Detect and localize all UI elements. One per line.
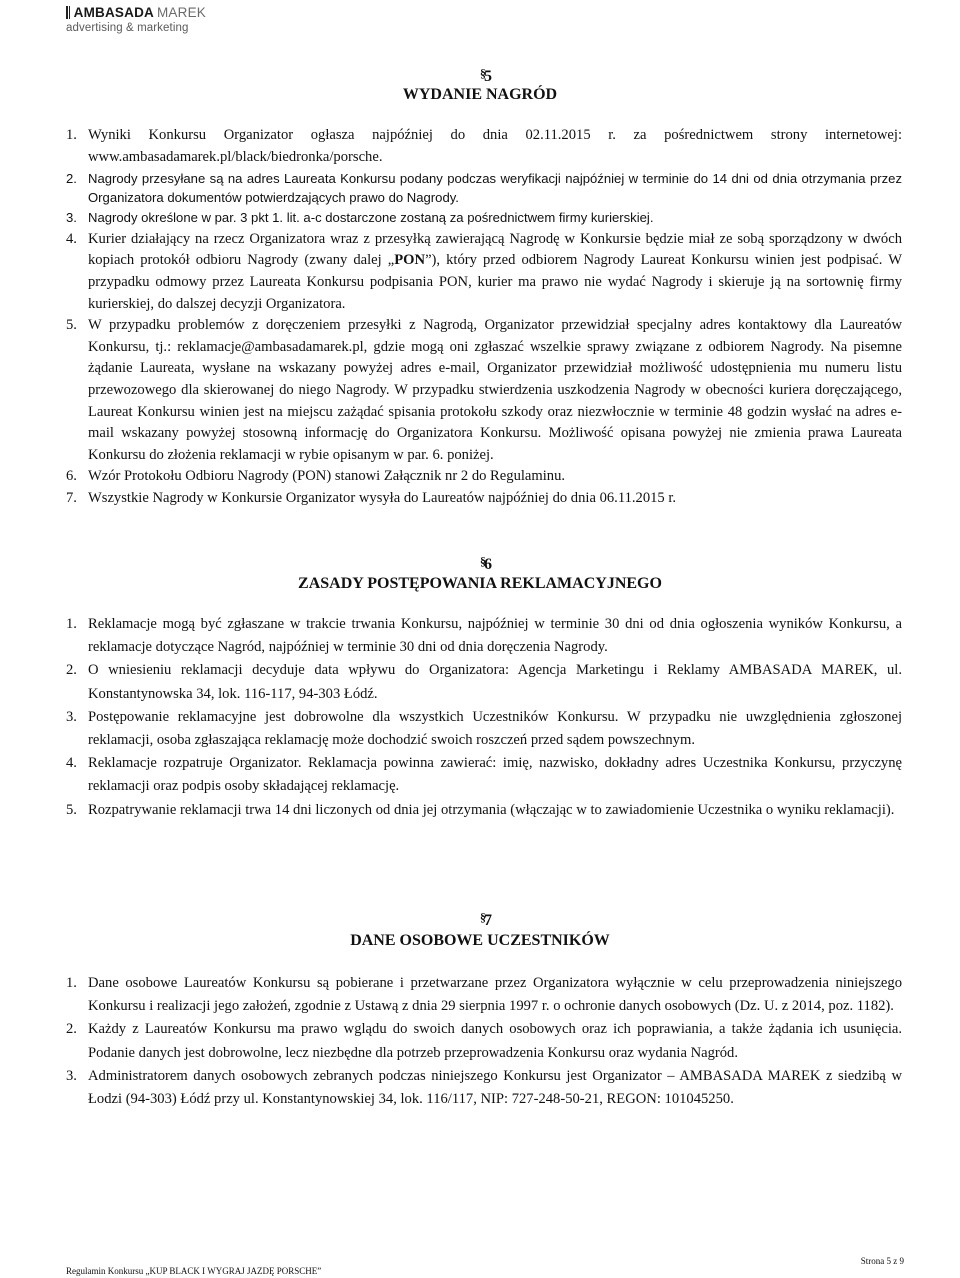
section-number-value: 7 (484, 912, 492, 929)
list-item: 3. Postępowanie reklamacyjne jest dobrowolne dla wszystkich Uczestników Konkursu. W przypadku nie uwzględnienia zgłoszonej reklamacji, osoba zgłaszająca reklamację może dochodzić swoich roszczeń przed sądem powszechnym. (66, 708, 902, 749)
list-item: 6. Wzór Protokołu Odbioru Nagrody (PON) stanowi Załącznik nr 2 do Regulaminu. (66, 468, 566, 485)
list-item: 3. Administratorem danych osobowych zebranych podczas niniejszego Konkursu jest Organizator – AMBASADA MAREK z siedzibą w Łodzi (94-303) Łódź przy ul. Konstantynowskiej 34, lok. 116/117, NIP: 727-248-50-21, REGON: 101045250. (66, 1067, 902, 1108)
list-item: 5. W przypadku problemów z doręczeniem przesyłki z Nagrodą, Organizator przewidział specjalny adres kontaktowy dla Laureatów Konkursu, tj.: reklamacje@ambasadamarek.pl, gdzie mogą oni zgłaszać wszelkie sprawy związane z odbiorem Nagrody. Na pisemne żądanie Laureata, wysłane na wskazany powyżej adres e-mail, Organizator przewidział możliwość udostępnienia mu numeru listu przewozowego dla skierowanej do niego Nagrody. W przypadku stwierdzenia uszkodzenia Nagrody w obecności kuriera doręczającego, Laureat Konkursu winien jest na miejscu zażądać spisania protokołu szkody oraz niezwłocznie w terminie 48 godzin wysłać na adres e-mail wskazany powyżej stosowną informację do Organizatora Konkursu. Możliwość opisana powyżej nie zmienia prawa Laureata Konkursu do złożenia reklamacji w rybie opisanym w par. 6. poniżej. (66, 317, 902, 463)
list-item: 4. Kurier działający na rzecz Organizatora wraz z przesyłką zawierającą Nagrodę w Konkursie będzie miał ze sobą sporządzony w dwóch kopiach protokół odbioru Nagrody (zwany dalej „PON”), który przed odbiorem Nagrody Laureat Konkursu winien jest podpisać. W przypadku odmowy przez Laureata Konkursu podpisania PON, kurier ma prawo nie wydać Nagrody i skieruje ją na sortownię firmy kurierskiej, do dalszej decyzji Organizatora. (66, 230, 902, 312)
footer-document-title: Regulamin Konkursu „KUP BLACK I WYGRAJ JAZDĘ PORSCHE” (66, 1266, 322, 1276)
list-item: 2. Każdy z Laureatów Konkursu ma prawo wglądu do swoich danych osobowych oraz ich poprawiania, a także żądania ich usunięcia. Podanie danych jest dobrowolne, lecz niezbędne dla potrzeb przeprowadzenia Konkursu oraz wydania Nagród. (66, 1021, 902, 1061)
list-item: 2. O wniesieniu reklamacji decyduje data wpływu do Organizatora: Agencja Marketingu i Reklamy AMBASADA MAREK, ul. Konstantynowska 34, lok. 116-117, 94-303 Łódź. (66, 662, 902, 702)
section-6-title: ZASADY POSTĘPOWANIA REKLAMACYJNEGO (298, 575, 662, 592)
section-symbol: § (480, 554, 486, 568)
logo-wordmark (66, 2, 206, 22)
section-5-title: WYDANIE NAGRÓD (402, 86, 558, 103)
section-6-number (0, 556, 960, 574)
section-7-list (66, 972, 902, 1111)
brand-logo (66, 2, 206, 40)
list-item: 2. Nagrody przesyłane są na adres Laureata Konkursu podany podczas weryfikacji najpóźniej w terminie do 14 dni od dnia otrzymania przez Organizatora dokumentów potwierdzających prawo do Nagrody. (66, 171, 902, 206)
list-item: 1. Wyniki Konkursu Organizator ogłasza najpóźniej do dnia 02.11.2015 r. za pośrednictwem strony internetowej: www.ambasadamarek.pl/black/biedronka/porsche. (66, 127, 902, 165)
pon-abbreviation: PON (394, 252, 426, 269)
logo-tagline: advertising & marketing (66, 22, 189, 34)
section-5-number (0, 68, 960, 86)
section-6-list (66, 613, 902, 822)
list-item: 1. Dane osobowe Laureatów Konkursu są pobierane i przetwarzane przez Organizatora wyłącznie w celu przeprowadzenia niniejszego Konkursu i realizacji jego założeń, zgodnie z Ustawą z dnia 29 sierpnia 1997 r. o ochronie danych osobowych (Dz. U. z 2014, poz. 1182). (66, 975, 902, 1015)
item-text-after: ”), który przed odbiorem Nagrody Laureat Konkursu winien jest podpisać. W przypadku odmowy przez Laureata Konkursu podpisania PON, kurier ma prawo nie wydać Nagrody i skieruje ją na sortownię firmy kurierskiej, do dalszej decyzji Organizatora. (88, 252, 902, 312)
list-item: 7. Wszystkie Nagrody w Konkursie Organizator wysyła do Laureatów najpóźniej do dnia 06.11.2015 r. (66, 489, 677, 506)
section-number-value: 5 (484, 68, 492, 85)
section-symbol: § (480, 66, 486, 80)
list-item: 3. Nagrody określone w par. 3 pkt 1. lit. a-c dostarczone zostaną za pośrednictwem firmy kurierskiej. (66, 209, 654, 225)
section-7-number (0, 912, 960, 930)
item-text-before: Kurier działający na rzecz Organizatora wraz z przesyłką zawierającą Nagrodę w Konkursie będzie miał ze sobą sporządzony w dwóch kopiach protokół odbioru Nagrody (zwany dalej „ (88, 230, 902, 269)
logo-brand-light: MAREK (156, 4, 206, 20)
logo-brand-bold: AMBASADA (73, 4, 154, 20)
list-item: 5. Rozpatrywanie reklamacji trwa 14 dni liczonych od dnia jej otrzymania (włączając w to zawiadomienie Uczestnika o wyniku reklamacji). (66, 801, 895, 818)
section-5-list (66, 125, 902, 510)
section-symbol: § (480, 910, 486, 924)
list-item: 1. Reklamacje mogą być zgłaszane w trakcie trwania Konkursu, najpóźniej w terminie 30 dni od dnia ogłoszenia wyników Konkursu, a reklamacje dotyczące Nagród, najpóźniej w terminie 30 dni od dnia doręczenia Nagrody. (66, 616, 902, 656)
barcode-icon (66, 6, 70, 19)
section-number-value: 6 (484, 556, 492, 573)
page-number: Strona 5 z 9 (860, 1256, 904, 1266)
section-7-title: DANE OSOBOWE UCZESTNIKÓW (350, 932, 610, 949)
list-item: 4. Reklamacje rozpatruje Organizator. Reklamacja powinna zawierać: imię, nazwisko, dokładny adres Uczestnika Konkursu, przyczynę reklamacji oraz podpis osoby składającej reklamację. (66, 755, 902, 795)
